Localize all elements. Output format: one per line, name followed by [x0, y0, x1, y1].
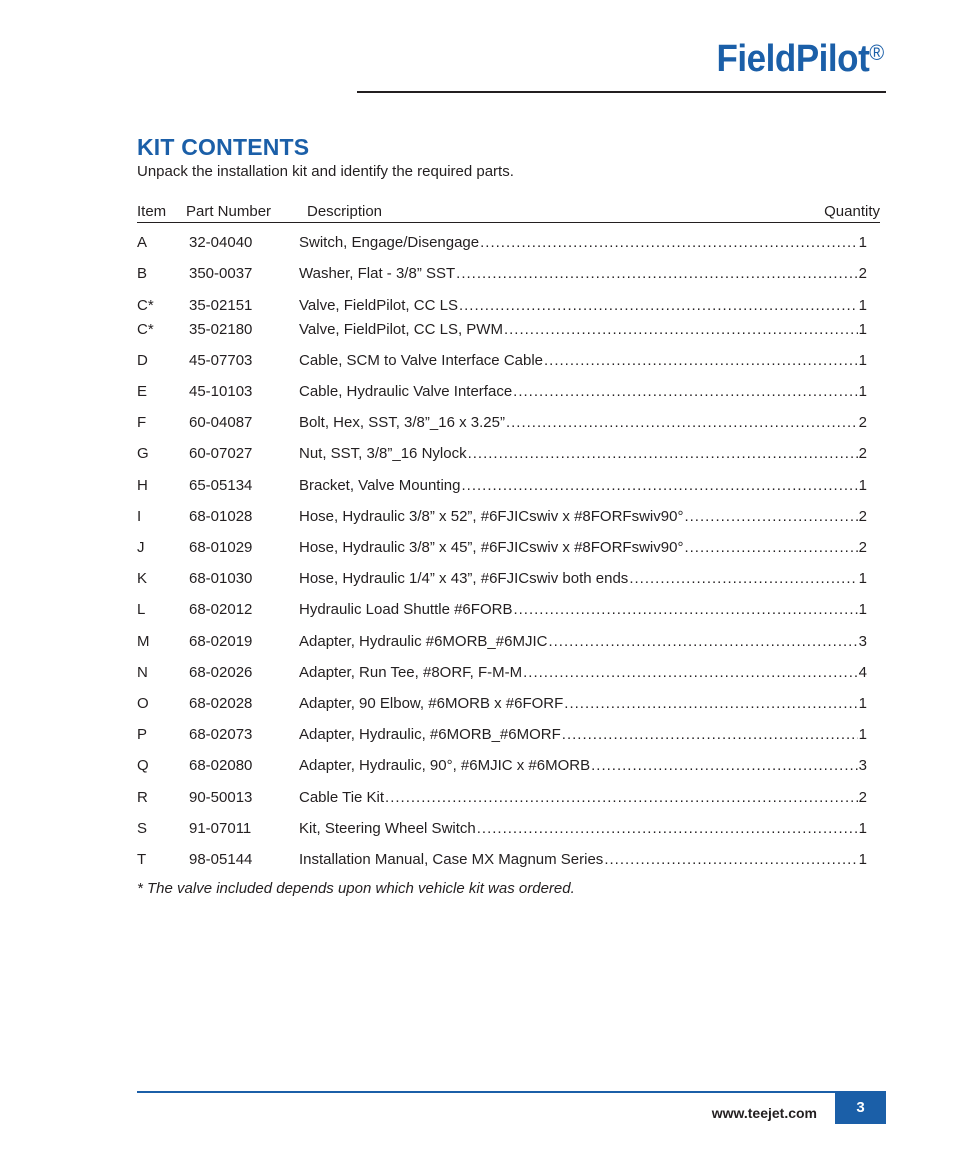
header-item: Item	[137, 203, 167, 220]
row-item: N	[137, 664, 148, 681]
row-quantity: 2	[858, 508, 867, 525]
row-quantity: 3	[858, 633, 867, 650]
row-part-number: 98-05144	[189, 851, 253, 868]
row-part-number: 68-01028	[189, 508, 253, 525]
table-row	[137, 819, 867, 839]
dot-leader	[385, 788, 858, 808]
row-description-line	[299, 413, 867, 433]
row-part-number: 32-04040	[189, 234, 253, 251]
row-quantity: 3	[858, 757, 867, 774]
row-item: D	[137, 352, 148, 369]
row-item: F	[137, 414, 147, 431]
row-description-line	[299, 694, 867, 714]
row-description: Hose, Hydraulic 3/8” x 52”, #6FJICswiv x #8FORFswiv90°	[299, 508, 684, 525]
row-description-line	[299, 320, 867, 340]
dot-leader	[459, 296, 858, 316]
row-part-number: 45-10103	[189, 383, 253, 400]
row-description: Adapter, Hydraulic, 90°, #6MJIC x #6MORB	[299, 757, 591, 774]
row-quantity: 1	[858, 477, 867, 494]
table-row	[137, 413, 867, 433]
row-description: Cable Tie Kit	[299, 789, 385, 806]
row-description-line	[299, 756, 867, 776]
section-title: KIT CONTENTS	[137, 134, 310, 160]
row-description: Hose, Hydraulic 1/4” x 43”, #6FJICswiv both ends	[299, 570, 629, 587]
row-description: Adapter, Hydraulic, #6MORB_#6MORF	[299, 726, 561, 743]
dot-leader	[456, 264, 858, 284]
row-description-line	[299, 569, 867, 589]
row-description-line	[299, 507, 867, 527]
dot-leader	[564, 694, 857, 714]
row-description-line	[299, 850, 867, 870]
header-part-number: Part Number	[186, 203, 272, 220]
row-part-number: 68-01030	[189, 570, 253, 587]
header-rule	[357, 91, 886, 93]
row-item: Q	[137, 757, 149, 774]
row-description-line	[299, 351, 867, 371]
row-quantity: 1	[858, 601, 867, 618]
row-description-line	[299, 233, 867, 253]
row-description-line	[299, 264, 867, 284]
row-description: Valve, FieldPilot, CC LS, PWM	[299, 321, 503, 338]
row-part-number: 60-07027	[189, 445, 253, 462]
dot-leader	[461, 476, 857, 496]
dot-leader	[468, 444, 858, 464]
row-part-number: 350-0037	[189, 265, 253, 282]
table-row	[137, 444, 867, 464]
row-description: Adapter, Hydraulic #6MORB_#6MJIC	[299, 633, 548, 650]
row-description: Bracket, Valve Mounting	[299, 477, 461, 494]
row-item: P	[137, 726, 148, 743]
row-part-number: 68-02012	[189, 601, 253, 618]
row-part-number: 90-50013	[189, 789, 253, 806]
row-description-line	[299, 819, 867, 839]
row-quantity: 1	[858, 352, 867, 369]
footer-url[interactable]: www.teejet.com	[711, 1105, 817, 1121]
table-row	[137, 233, 867, 253]
table-row	[137, 600, 867, 620]
row-description: Adapter, 90 Elbow, #6MORB x #6FORF	[299, 695, 564, 712]
dot-leader	[504, 320, 858, 340]
brand-logo	[717, 40, 884, 78]
dot-leader	[684, 538, 857, 558]
row-description-line	[299, 444, 867, 464]
table-row	[137, 296, 867, 316]
row-part-number: 68-02073	[189, 726, 253, 743]
row-part-number: 68-01029	[189, 539, 253, 556]
dot-leader	[480, 233, 858, 253]
dot-leader	[548, 632, 857, 652]
row-part-number: 68-02028	[189, 695, 253, 712]
dot-leader	[591, 756, 858, 776]
row-quantity: 1	[858, 851, 867, 868]
row-description: Adapter, Run Tee, #8ORF, F-M-M	[299, 664, 523, 681]
footer-rule	[137, 1091, 886, 1093]
table-row	[137, 476, 867, 496]
dot-leader	[523, 663, 858, 683]
row-description: Hose, Hydraulic 3/8” x 45”, #6FJICswiv x #8FORFswiv90°	[299, 539, 684, 556]
row-item: E	[137, 383, 148, 400]
table-row	[137, 663, 867, 683]
row-quantity: 1	[858, 695, 867, 712]
row-part-number: 65-05134	[189, 477, 253, 494]
row-item: A	[137, 234, 148, 251]
registered-mark: ®	[869, 40, 884, 65]
row-quantity: 1	[858, 321, 867, 338]
row-quantity: 2	[858, 445, 867, 462]
footnote: * The valve included depends upon which vehicle kit was ordered.	[137, 880, 575, 897]
row-quantity: 2	[858, 265, 867, 282]
row-description: Installation Manual, Case MX Magnum Series	[299, 851, 604, 868]
header-quantity: Quantity	[824, 203, 880, 220]
row-quantity: 2	[858, 414, 867, 431]
table-row	[137, 382, 867, 402]
dot-leader	[629, 569, 857, 589]
row-quantity: 1	[858, 570, 867, 587]
row-description: Cable, Hydraulic Valve Interface	[299, 383, 513, 400]
row-description: Valve, FieldPilot, CC LS	[299, 297, 458, 314]
row-item: H	[137, 477, 148, 494]
row-item: S	[137, 820, 148, 837]
row-quantity: 4	[858, 664, 867, 681]
dot-leader	[544, 351, 858, 371]
row-quantity: 1	[858, 820, 867, 837]
row-description-line	[299, 296, 867, 316]
row-part-number: 60-04087	[189, 414, 253, 431]
table-row	[137, 694, 867, 714]
row-part-number: 35-02180	[189, 321, 253, 338]
row-quantity: 1	[858, 297, 867, 314]
row-description-line	[299, 538, 867, 558]
row-item: M	[137, 633, 150, 650]
row-description: Hydraulic Load Shuttle #6FORB	[299, 601, 513, 618]
intro-text: Unpack the installation kit and identify the required parts.	[137, 163, 514, 180]
row-description-line	[299, 663, 867, 683]
row-description: Bolt, Hex, SST, 3/8”_16 x 3.25”	[299, 414, 505, 431]
dot-leader	[562, 725, 858, 745]
row-item: J	[137, 539, 145, 556]
row-item: K	[137, 570, 148, 587]
row-item: C*	[137, 321, 154, 338]
dot-leader	[477, 819, 858, 839]
dot-leader	[513, 382, 857, 402]
row-description: Switch, Engage/Disengage	[299, 234, 480, 251]
brand-name: FieldPilot	[716, 38, 870, 80]
table-row	[137, 569, 867, 589]
dot-leader	[506, 413, 858, 433]
row-description: Kit, Steering Wheel Switch	[299, 820, 476, 837]
table-row	[137, 850, 867, 870]
row-part-number: 91-07011	[189, 820, 252, 837]
row-description-line	[299, 600, 867, 620]
row-part-number: 45-07703	[189, 352, 253, 369]
table-row	[137, 264, 867, 284]
row-description: Washer, Flat - 3/8” SST	[299, 265, 456, 282]
row-quantity: 2	[858, 789, 867, 806]
row-quantity: 1	[858, 234, 867, 251]
row-quantity: 1	[858, 726, 867, 743]
row-part-number: 68-02080	[189, 757, 253, 774]
row-part-number: 68-02019	[189, 633, 253, 650]
dot-leader	[513, 600, 857, 620]
dot-leader	[604, 850, 857, 870]
row-description: Cable, SCM to Valve Interface Cable	[299, 352, 544, 369]
row-description-line	[299, 725, 867, 745]
row-description-line	[299, 788, 867, 808]
row-quantity: 2	[858, 539, 867, 556]
row-item: B	[137, 265, 148, 282]
table-row	[137, 538, 867, 558]
table-row	[137, 632, 867, 652]
header-description: Description	[307, 203, 383, 220]
table-row	[137, 725, 867, 745]
table-row	[137, 756, 867, 776]
row-item: C*	[137, 297, 154, 314]
table-header	[137, 203, 880, 223]
page-number: 3	[835, 1092, 886, 1124]
row-part-number: 35-02151	[189, 297, 253, 314]
row-item: O	[137, 695, 149, 712]
row-quantity: 1	[858, 383, 867, 400]
dot-leader	[684, 507, 857, 527]
row-item: T	[137, 851, 147, 868]
row-part-number: 68-02026	[189, 664, 253, 681]
row-item: L	[137, 601, 146, 618]
table-row	[137, 320, 867, 340]
row-description-line	[299, 476, 867, 496]
row-description-line	[299, 382, 867, 402]
table-row	[137, 507, 867, 527]
table-row	[137, 788, 867, 808]
row-item: G	[137, 445, 149, 462]
row-item: R	[137, 789, 148, 806]
row-description: Nut, SST, 3/8”_16 Nylock	[299, 445, 467, 462]
row-description-line	[299, 632, 867, 652]
row-item: I	[137, 508, 142, 525]
table-row	[137, 351, 867, 371]
